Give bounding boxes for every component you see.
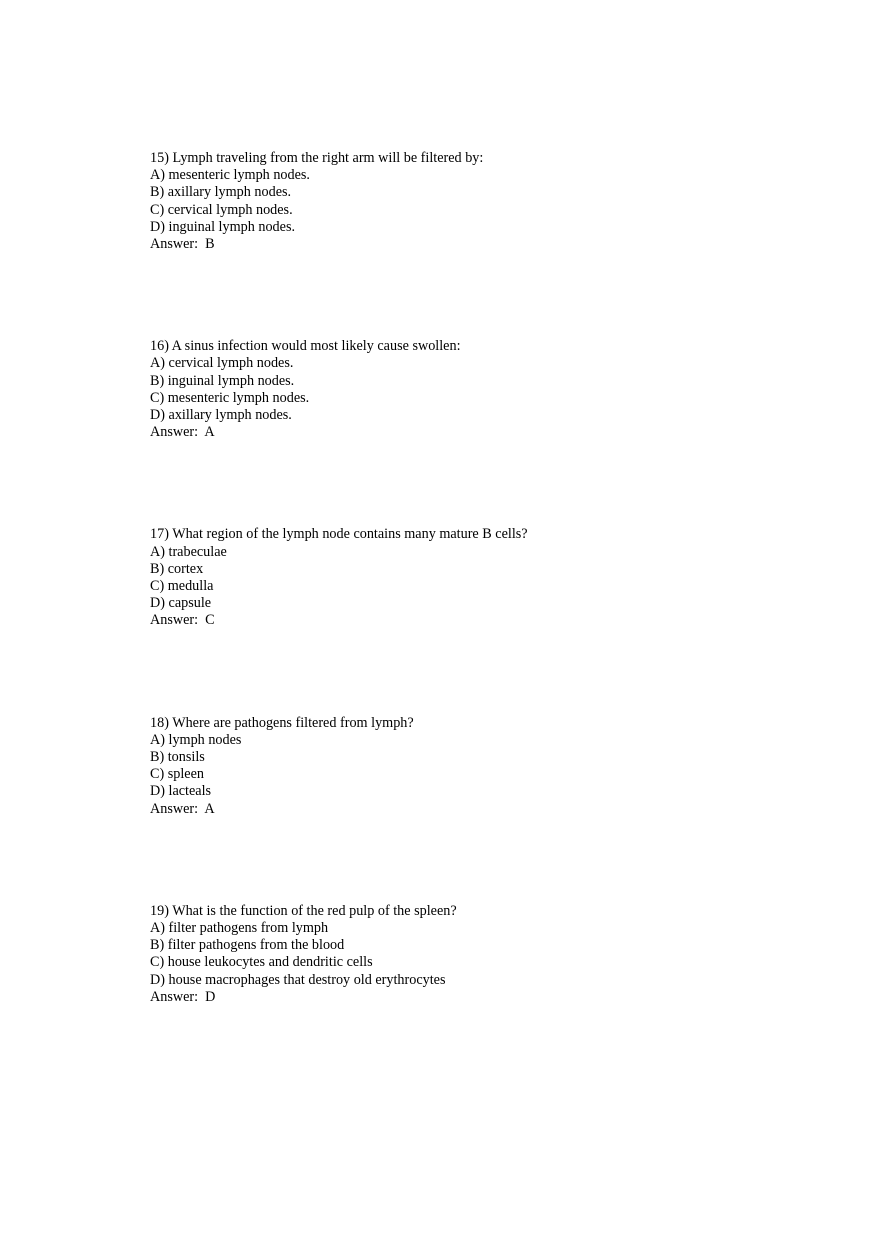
- answer: Answer: D: [150, 988, 216, 1005]
- option-a: A) lymph nodes: [150, 731, 242, 748]
- option-b: B) filter pathogens from the blood: [150, 937, 345, 954]
- option-c: C) house leukocytes and dendritic cells: [150, 954, 373, 971]
- question-16: [150, 338, 790, 441]
- answer: Answer: A: [150, 800, 215, 817]
- option-c: C) cervical lymph nodes.: [150, 201, 293, 218]
- option-d: D) capsule: [150, 595, 212, 612]
- question-stem: 19) What is the function of the red pulp of the spleen?: [150, 902, 457, 919]
- option-c: C) spleen: [150, 766, 204, 783]
- question-stem: 18) Where are pathogens filtered from lymph?: [150, 714, 414, 731]
- question-15: [150, 150, 790, 253]
- answer: Answer: C: [150, 612, 215, 629]
- option-a: A) cervical lymph nodes.: [150, 355, 294, 372]
- answer: Answer: B: [150, 236, 215, 253]
- option-d: D) axillary lymph nodes.: [150, 407, 292, 424]
- option-d: D) house macrophages that destroy old erythrocytes: [150, 971, 446, 988]
- question-19: [150, 903, 790, 1006]
- option-a: A) trabeculae: [150, 543, 227, 560]
- option-a: A) mesenteric lymph nodes.: [150, 167, 310, 184]
- question-stem: 16) A sinus infection would most likely cause swollen:: [150, 338, 461, 355]
- option-b: B) cortex: [150, 560, 204, 577]
- question-stem: 15) Lymph traveling from the right arm will be filtered by:: [150, 150, 484, 166]
- option-b: B) tonsils: [150, 749, 205, 766]
- question-stem: 17) What region of the lymph node contains many mature B cells?: [150, 526, 528, 543]
- answer: Answer: A: [150, 424, 215, 441]
- option-c: C) medulla: [150, 578, 214, 595]
- question-18: [150, 715, 790, 818]
- option-b: B) inguinal lymph nodes.: [150, 372, 295, 389]
- option-d: D) lacteals: [150, 783, 212, 800]
- option-a: A) filter pathogens from lymph: [150, 920, 329, 937]
- option-d: D) inguinal lymph nodes.: [150, 218, 296, 235]
- document-page: [150, 150, 790, 1091]
- option-c: C) mesenteric lymph nodes.: [150, 389, 310, 406]
- question-17: [150, 526, 790, 629]
- option-b: B) axillary lymph nodes.: [150, 184, 292, 201]
